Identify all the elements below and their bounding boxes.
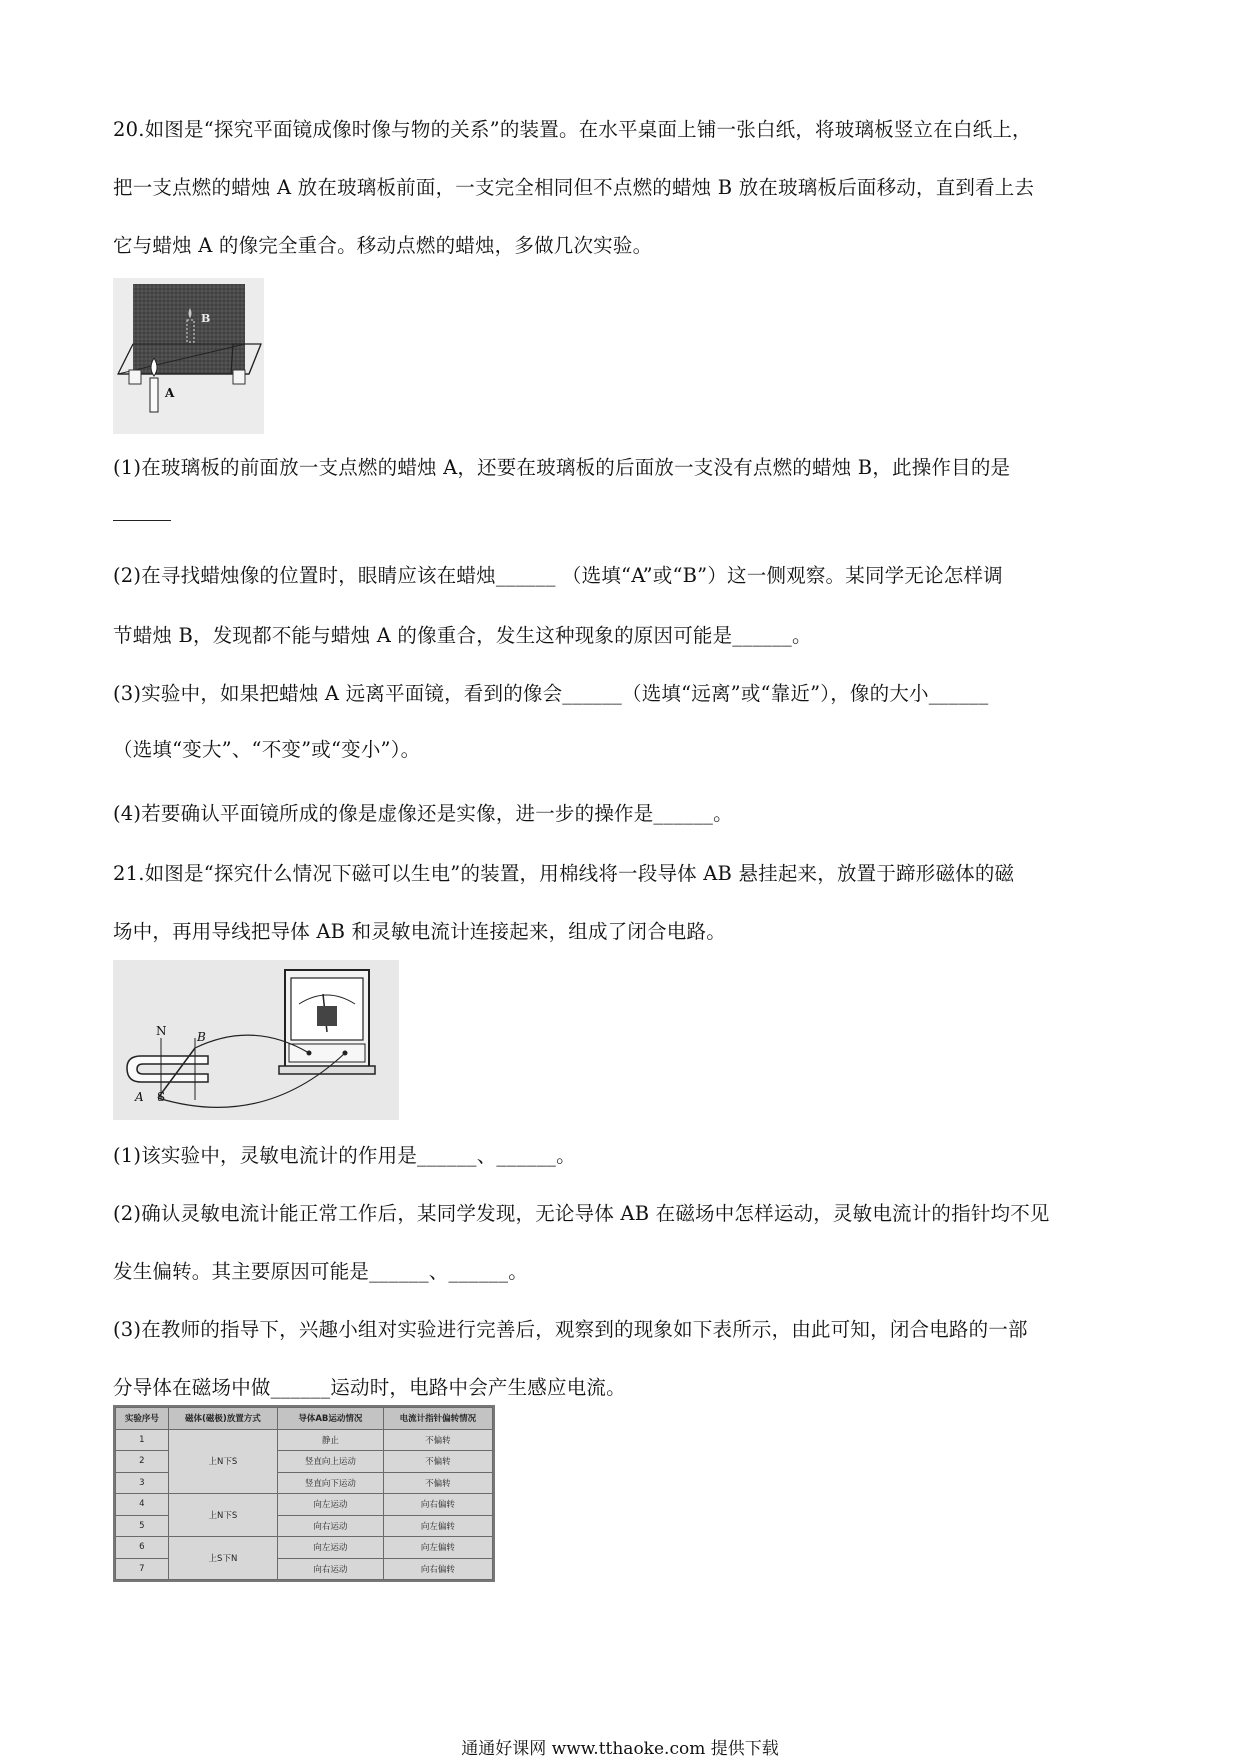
plane-mirror-figure: [113, 278, 264, 434]
table-cell: 6: [116, 1537, 169, 1559]
conductor-b-label: B: [197, 1030, 206, 1044]
table-row: [116, 1494, 493, 1516]
table-cell: 1: [116, 1429, 169, 1451]
table-cell: 向左运动: [278, 1537, 384, 1559]
q20-sub-2-cont: 节蜡烛 B，发现都不能与蜡烛 A 的像重合，发生这种现象的原因可能是______。: [113, 624, 812, 647]
q21-intro-line-2: 场中，再用导线把导体 AB 和灵敏电流计连接起来，组成了闭合电路。: [113, 920, 726, 943]
q21-sub-2-cont: 发生偏转。其主要原因可能是______、______。: [113, 1260, 528, 1283]
q21-sub-3: (3)在教师的指导下，兴趣小组对实验进行完善后，观察到的现象如下表所示，由此可知，闭合电路的一部: [113, 1318, 1028, 1341]
table-cell: 不偏转: [383, 1429, 492, 1451]
table-header-cell: 磁体(磁极)放置方式: [168, 1408, 277, 1430]
q20-sub-3: (3)实验中，如果把蜡烛 A 远离平面镜，看到的像会______（选填“远离”或“靠近”），像的大小______: [113, 682, 989, 705]
magnet-south-label: S: [157, 1090, 166, 1104]
magnet-north-label: N: [156, 1024, 167, 1038]
table-cell: 向右运动: [278, 1515, 384, 1537]
q21-intro-line-1: 21.如图是“探究什么情况下磁可以生电”的装置，用棉线将一段导体 AB 悬挂起来，放置于蹄形磁体的磁: [113, 862, 1015, 885]
table-cell: 向左偏转: [383, 1537, 492, 1559]
magnet-orientation-cell: 上N下S: [168, 1429, 277, 1494]
results-table: [113, 1405, 495, 1582]
table-cell: 2: [116, 1451, 169, 1473]
q20-intro-line-2: 把一支点燃的蜡烛 A 放在玻璃板前面，一支完全相同但不点燃的蜡烛 B 放在玻璃板后面移动，直到看上去: [113, 176, 1035, 199]
q20-sub-1: (1)在玻璃板的前面放一支点燃的蜡烛 A，还要在玻璃板的后面放一支没有点燃的蜡烛 B，此操作目的是: [113, 456, 1011, 479]
q20-sub-4: (4)若要确认平面镜所成的像是虚像还是实像，进一步的操作是______。: [113, 802, 733, 825]
table-row: [116, 1537, 493, 1559]
table-cell: 7: [116, 1558, 169, 1580]
table-cell: 不偏转: [383, 1451, 492, 1473]
table-row: [116, 1429, 493, 1451]
induction-apparatus-figure: [113, 960, 399, 1120]
table-cell: 向右运动: [278, 1558, 384, 1580]
q21-sub-1: (1)该实验中，灵敏电流计的作用是______、______。: [113, 1144, 576, 1167]
table-cell: 5: [116, 1515, 169, 1537]
table-cell: 向右偏转: [383, 1558, 492, 1580]
table-cell: 向右偏转: [383, 1494, 492, 1516]
table-cell: 向左偏转: [383, 1515, 492, 1537]
table-header-cell: 导体AB运动情况: [278, 1408, 384, 1430]
q20-sub-3-cont: （选填“变大”、“不变”或“变小”）。: [113, 738, 421, 761]
page-footer: 通通好课网 www.tthaoke.com 提供下载: [461, 1739, 779, 1759]
q21-sub-3-cont: 分导体在磁场中做______运动时，电路中会产生感应电流。: [113, 1376, 626, 1399]
table-cell: 竖直向下运动: [278, 1472, 384, 1494]
q20-sub-1-answer-blank: [113, 520, 171, 521]
table-header-cell: 实验序号: [116, 1408, 169, 1430]
table-header-cell: 电流计指针偏转情况: [383, 1408, 492, 1430]
q20-sub-2: (2)在寻找蜡烛像的位置时，眼睛应该在蜡烛______ （选填“A”或“B”）这一侧观察。某同学无论怎样调: [113, 564, 1003, 587]
magnet-orientation-cell: 上S下N: [168, 1537, 277, 1580]
table-header-row: [116, 1408, 493, 1430]
table-cell: 静止: [278, 1429, 384, 1451]
table-cell: 4: [116, 1494, 169, 1516]
candle-a-label: A: [165, 386, 175, 400]
q21-sub-2: (2)确认灵敏电流计能正常工作后，某同学发现，无论导体 AB 在磁场中怎样运动，灵敏电流计的指针均不见: [113, 1202, 1050, 1225]
q20-intro-line-3: 它与蜡烛 A 的像完全重合。移动点燃的蜡烛，多做几次实验。: [113, 234, 653, 257]
q20-intro-line-1: 20.如图是“探究平面镜成像时像与物的关系”的装置。在水平桌面上铺一张白纸，将玻璃板竖立在白纸上，: [113, 118, 1032, 141]
table-cell: 不偏转: [383, 1472, 492, 1494]
conductor-a-label: A: [135, 1090, 144, 1104]
table-cell: 竖直向上运动: [278, 1451, 384, 1473]
table-cell: 向左运动: [278, 1494, 384, 1516]
table-cell: 3: [116, 1472, 169, 1494]
candle-b-label: B: [201, 312, 211, 325]
magnet-orientation-cell: 上N下S: [168, 1494, 277, 1537]
